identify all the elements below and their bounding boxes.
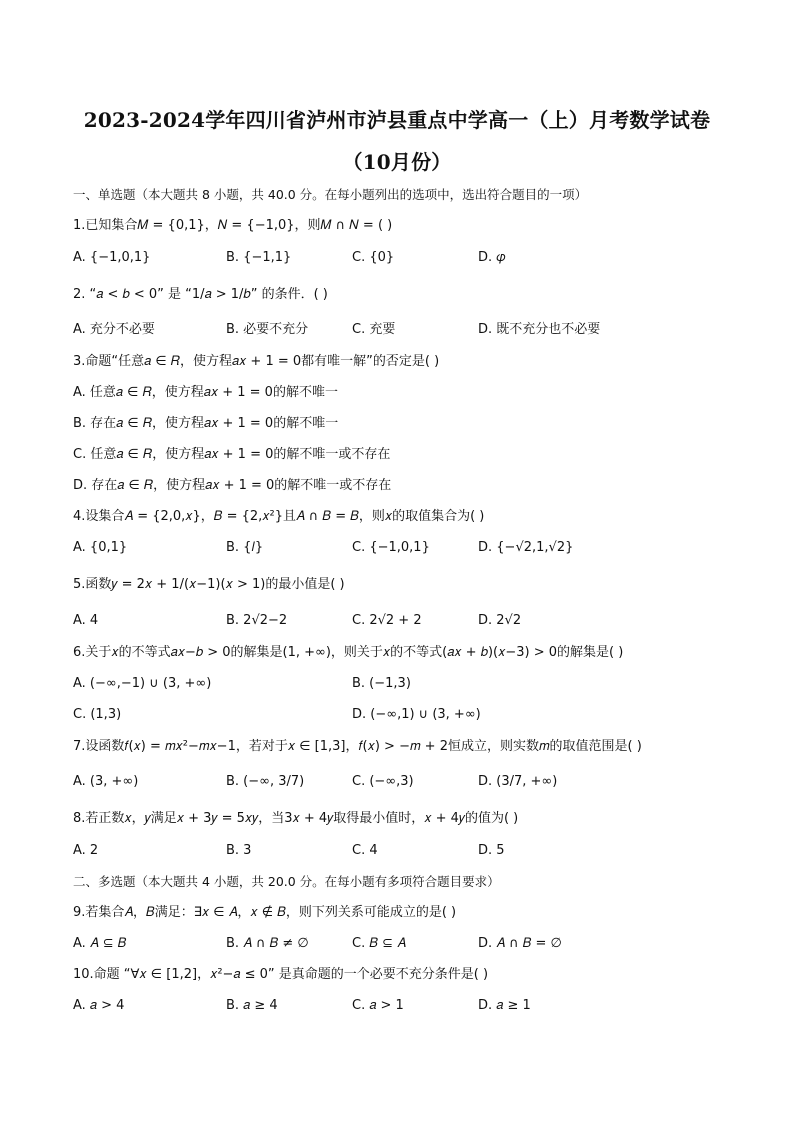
question-9-option-c: C. 𝐵 ⊆ 𝐴	[352, 936, 406, 951]
question-5-option-c: C. 2√2 + 2	[352, 613, 422, 628]
question-5-option-a: A. 4	[73, 613, 99, 628]
exam-subtitle: （10月份）	[342, 150, 452, 174]
question-9-stem: 9.若集合𝐴，𝐵满足：∃𝑥 ∈ 𝐴，𝑥 ∉ 𝐵，则下列关系可能成立的是( )	[73, 905, 457, 920]
question-2-option-a: A. 充分不必要	[73, 322, 155, 337]
question-3-stem: 3.命题“任意𝑎 ∈ 𝑅，使方程𝑎𝑥 + 1 = 0都有唯一解”的否定是( )	[73, 354, 440, 369]
question-8-option-c: C. 4	[352, 843, 378, 858]
question-7-option-b: B. (−∞, 3/7)	[226, 774, 305, 789]
question-10-option-b: B. 𝑎 ≥ 4	[226, 998, 278, 1013]
question-6-option-b: B. (−1,3)	[352, 676, 411, 691]
question-9-option-b: B. 𝐴 ∩ 𝐵 ≠ ∅	[226, 936, 309, 951]
question-9-option-d: D. 𝐴 ∩ 𝐵 = ∅	[478, 936, 562, 951]
question-4-option-d: D. {−√2,1,√2}	[478, 540, 574, 555]
question-6-option-d: D. (−∞,1) ∪ (3, +∞)	[352, 707, 481, 722]
question-4-option-a: A. {0,1}	[73, 540, 128, 555]
question-6-option-c: C. (1,3)	[73, 707, 122, 722]
question-2-option-c: C. 充要	[352, 322, 396, 337]
question-4-option-c: C. {−1,0,1}	[352, 540, 430, 555]
question-2-option-b: B. 必要不充分	[226, 322, 309, 337]
question-3-option-b: B. 存在𝑎 ∈ 𝑅，使方程𝑎𝑥 + 1 = 0的解不唯一	[73, 416, 339, 431]
question-5-option-d: D. 2√2	[478, 613, 522, 628]
question-6-stem: 6.关于𝑥的不等式𝑎𝑥−𝑏 > 0的解集是(1, +∞)，则关于𝑥的不等式(𝑎𝑥 + 𝑏)(𝑥−3) > 0的解集是( )	[73, 645, 624, 660]
question-1-option-d: D. 𝜑	[478, 250, 506, 265]
question-8-stem: 8.若正数𝑥，𝑦满足𝑥 + 3𝑦 = 5𝑥𝑦，当3𝑥 + 4𝑦取得最小值时，𝑥 + 4𝑦的值为( )	[73, 811, 519, 826]
question-7-option-c: C. (−∞,3)	[352, 774, 414, 789]
question-6-option-a: A. (−∞,−1) ∪ (3, +∞)	[73, 676, 212, 691]
question-4-option-b: B. {𝑙}	[226, 540, 264, 555]
question-7-stem: 7.设函数𝑓(𝑥) = 𝑚𝑥²−𝑚𝑥−1，若对于𝑥 ∈ [1,3]，𝑓(𝑥) > −𝑚 + 2恒成立，则实数𝑚的取值范围是( )	[73, 739, 642, 754]
question-3-option-a: A. 任意𝑎 ∈ 𝑅，使方程𝑎𝑥 + 1 = 0的解不唯一	[73, 385, 338, 400]
question-2-option-d: D. 既不充分也不必要	[478, 322, 601, 337]
question-4-stem: 4.设集合𝐴 = {2,0,𝑥}，𝐵 = {2,𝑥²}且𝐴 ∩ 𝐵 = 𝐵，则𝑥的取值集合为( )	[73, 509, 485, 524]
question-8-option-a: A. 2	[73, 843, 99, 858]
exam-title: 2023-2024学年四川省泸州市泸县重点中学高一（上）月考数学试卷	[83, 108, 711, 132]
question-7-option-d: D. (3/7, +∞)	[478, 774, 558, 789]
question-10-option-d: D. 𝑎 ≥ 1	[478, 998, 531, 1013]
section-heading-single: 一、单选题（本大题共 8 小题，共 40.0 分。在每小题列出的选项中，选出符合题目的一项）	[73, 187, 588, 202]
question-3-option-d: D. 存在𝑎 ∈ 𝑅，使方程𝑎𝑥 + 1 = 0的解不唯一或不存在	[73, 478, 392, 493]
question-10-option-c: C. 𝑎 > 1	[352, 998, 404, 1013]
question-10-option-a: A. 𝑎 > 4	[73, 998, 125, 1013]
question-5-stem: 5.函数𝑦 = 2𝑥 + 1/(𝑥−1)(𝑥 > 1)的最小值是( )	[73, 577, 345, 592]
question-7-option-a: A. (3, +∞)	[73, 774, 139, 789]
question-5-option-b: B. 2√2−2	[226, 613, 288, 628]
question-1-option-b: B. {−1,1}	[226, 250, 292, 265]
question-1-option-c: C. {0}	[352, 250, 395, 265]
question-1-stem: 1.已知集合𝑀 = {0,1}，𝑁 = {−1,0}，则𝑀 ∩ 𝑁 = ( )	[73, 218, 393, 233]
question-1-option-a: A. {−1,0,1}	[73, 250, 151, 265]
question-8-option-b: B. 3	[226, 843, 252, 858]
question-10-stem: 10.命题 “∀𝑥 ∈ [1,2]，𝑥²−𝑎 ≤ 0” 是真命题的一个必要不充分条件是( )	[73, 967, 489, 982]
section-heading-multi: 二、多选题（本大题共 4 小题，共 20.0 分。在每小题有多项符合题目要求）	[73, 874, 500, 889]
question-3-option-c: C. 任意𝑎 ∈ 𝑅，使方程𝑎𝑥 + 1 = 0的解不唯一或不存在	[73, 447, 391, 462]
question-2-stem: 2. “𝑎 < 𝑏 < 0” 是 “1/𝑎 > 1/𝑏” 的条件．( )	[73, 287, 328, 302]
question-8-option-d: D. 5	[478, 843, 505, 858]
question-9-option-a: A. 𝐴 ⊆ 𝐵	[73, 936, 127, 951]
